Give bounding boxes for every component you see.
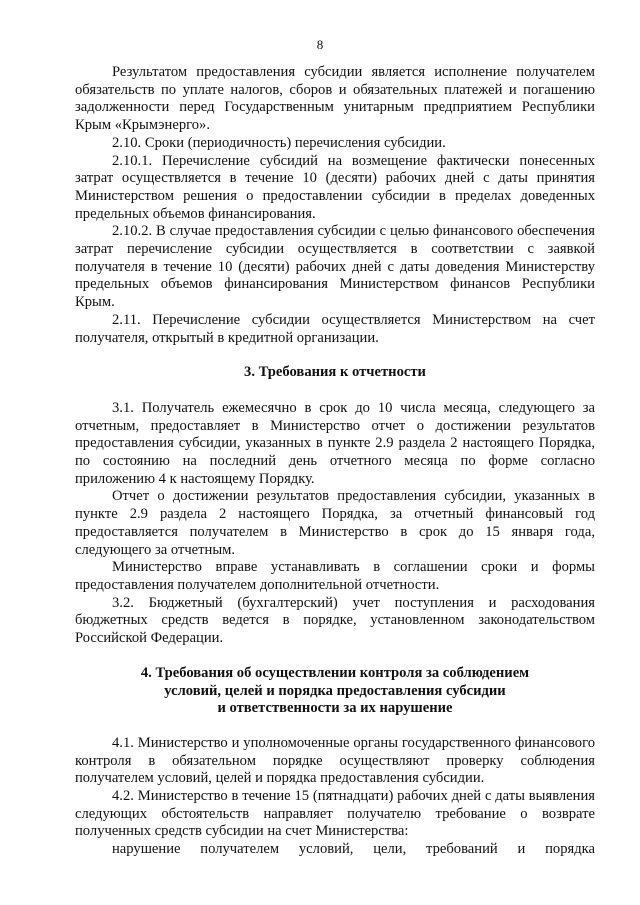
spacer [75, 648, 595, 665]
paragraph-4-2: 4.2. Министерство в течение 15 (пятнадцати) рабочих дней с даты выявления следующих обстоятельств направляет получателю требование о возврате полученных средств субсидии на счет Министерства: [75, 788, 595, 840]
paragraph-3-2: 3.2. Бюджетный (бухгалтерский) учет поступления и расходования бюджетных средств ведется в порядке, установленном законодательством Российской Федерации. [75, 594, 595, 647]
spacer [75, 382, 595, 400]
paragraph-additional-reporting: Министерство вправе устанавливать в соглашении сроки и формы предоставления получателем дополнительной отчетности. [75, 559, 595, 593]
paragraph-result: Результатом предоставления субсидии является исполнение получателем обязательств по уплате налогов, сборов и обязательных платежей и погашению задолженности перед Государственным унитарным предприятием Республики Крым «Крымэнерго». [75, 64, 595, 134]
paragraph-report-annual: Отчет о достижении результатов предоставления субсидии, указанных в пункте 2.9 раздела 2 настоящего Порядка, за отчетный финансовый год предоставляется получателем в Министерство в срок до 15 января года, следующего за отчетным. [75, 488, 595, 558]
section-4-heading-line-2: условий, целей и порядка предоставления субсидии [164, 682, 506, 699]
paragraph-3-1: 3.1. Получатель ежемесячно в срок до 10 числа месяца, следующего за отчетным, предоставляет в Министерство отчет о достижении результатов предоставления субсидии, указанных в пункте 2.9 раздела 2 настоящего Порядка, по состоянию на последний день отчетного месяца по форме согласно приложению 4 к настоящему Порядку. [75, 399, 595, 487]
spacer [75, 718, 595, 735]
paragraph-2-11: 2.11. Перечисление субсидии осуществляется Министерством на счет получателя, открытый в кредитной организации. [75, 311, 595, 346]
paragraph-2-10-1: 2.10.1. Перечисление субсидий на возмещение фактически понесенных затрат осуществляется в течение 10 (десяти) рабочих дней с даты принятия Министерством решения о предоставлении субсидии в пределах доведенных предельных объемов финансирования. [75, 152, 595, 222]
spacer [75, 347, 595, 364]
paragraph-4-1: 4.1. Министерство и уполномоченные органы государственного финансового контроля в обязательном порядке осуществляют проверку соблюдения получателем условий, целей и порядка предоставления субсидии. [75, 734, 595, 787]
document-body [75, 64, 595, 859]
paragraph-2-10-2: 2.10.2. В случае предоставления субсидии с целью финансового обеспечения затрат перечисление субсидии осуществляется в соответствии с заявкой получателя в течение 10 (десяти) рабочих дней с даты доведения Министерству предельных объемов финансирования Министерством финансов Республики Крым. [75, 223, 595, 311]
paragraph-violation: нарушение получателем условий, цели, требований и порядка [112, 841, 595, 858]
page-number: 8 [316, 37, 324, 52]
section-4-heading-line-3: и ответственности за их нарушение [217, 700, 453, 717]
section-3-heading: 3. Требования к отчетности [244, 364, 426, 381]
section-4-heading-line-1: 4. Требования об осуществлении контроля за соблюдением [140, 664, 530, 681]
paragraph-2-10: 2.10. Сроки (периодичность) перечисления субсидии. [112, 134, 446, 151]
